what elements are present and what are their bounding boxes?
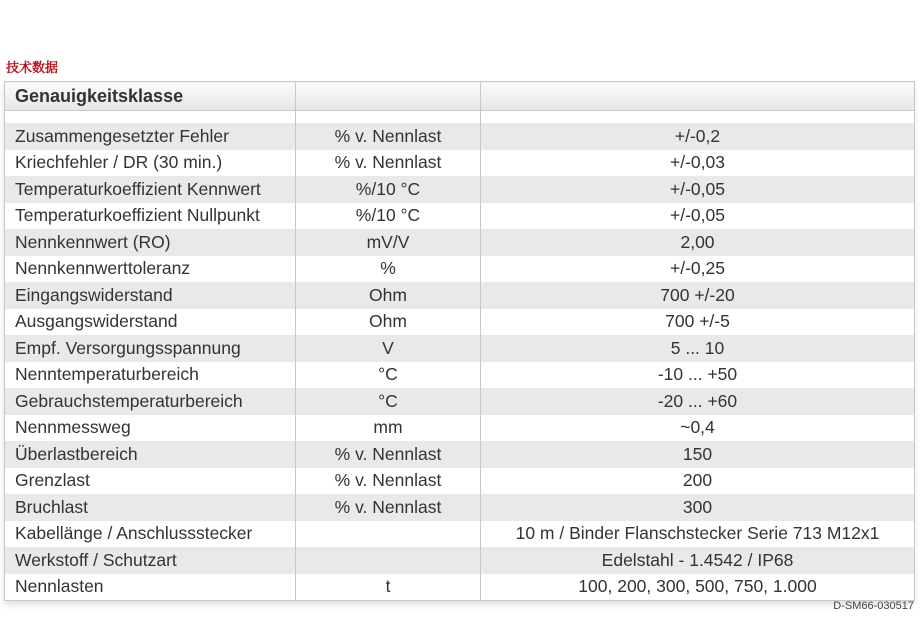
unit-cell: V xyxy=(296,335,481,362)
unit-cell: Ohm xyxy=(296,282,481,309)
param-cell: Bruchlast xyxy=(5,494,296,521)
spec-table xyxy=(4,81,915,601)
table-row xyxy=(5,521,915,548)
unit-cell: % v. Nennlast xyxy=(296,441,481,468)
value-cell: -20 ... +60 xyxy=(481,388,915,415)
table-row xyxy=(5,494,915,521)
header-unit xyxy=(296,82,481,111)
value-cell: +/-0,25 xyxy=(481,256,915,283)
param-cell: Temperaturkoeffizient Kennwert xyxy=(5,176,296,203)
param-cell: Temperaturkoeffizient Nullpunkt xyxy=(5,203,296,230)
value-cell: Edelstahl - 1.4542 / IP68 xyxy=(481,547,915,574)
table-header-row xyxy=(5,82,915,111)
unit-cell: Ohm xyxy=(296,309,481,336)
header-value xyxy=(481,82,915,111)
table-row xyxy=(5,282,915,309)
table-row xyxy=(5,203,915,230)
unit-cell: %/10 °C xyxy=(296,176,481,203)
param-cell: Kabellänge / Anschlussstecker xyxy=(5,521,296,548)
unit-cell: % xyxy=(296,256,481,283)
table-row xyxy=(5,176,915,203)
document-code: D-SM66-030517 xyxy=(833,600,914,612)
table-row xyxy=(5,309,915,336)
value-cell: 5 ... 10 xyxy=(481,335,915,362)
unit-cell: %/10 °C xyxy=(296,203,481,230)
table-row xyxy=(5,415,915,442)
param-cell: Nennmessweg xyxy=(5,415,296,442)
value-cell: +/-0,03 xyxy=(481,150,915,177)
param-cell: Nennkennwert (RO) xyxy=(5,229,296,256)
param-cell: Nennkennwerttoleranz xyxy=(5,256,296,283)
table-row xyxy=(5,335,915,362)
table-row xyxy=(5,547,915,574)
value-cell: -10 ... +50 xyxy=(481,362,915,389)
value-cell: 700 +/-5 xyxy=(481,309,915,336)
value-cell: 700 +/-20 xyxy=(481,282,915,309)
table-row xyxy=(5,441,915,468)
param-cell: Zusammengesetzter Fehler xyxy=(5,123,296,150)
value-cell: ~0,4 xyxy=(481,415,915,442)
value-cell: 2,00 xyxy=(481,229,915,256)
table-row xyxy=(5,123,915,150)
unit-cell: % v. Nennlast xyxy=(296,150,481,177)
param-cell: Überlastbereich xyxy=(5,441,296,468)
unit-cell: t xyxy=(296,574,481,601)
param-cell: Eingangswiderstand xyxy=(5,282,296,309)
param-cell: Grenzlast xyxy=(5,468,296,495)
unit-cell: % v. Nennlast xyxy=(296,123,481,150)
value-cell: 150 xyxy=(481,441,915,468)
value-cell: +/-0,05 xyxy=(481,203,915,230)
param-cell: Empf. Versorgungsspannung xyxy=(5,335,296,362)
table-row xyxy=(5,362,915,389)
value-cell: +/-0,05 xyxy=(481,176,915,203)
unit-cell: °C xyxy=(296,388,481,415)
table-row xyxy=(5,229,915,256)
param-cell: Werkstoff / Schutzart xyxy=(5,547,296,574)
param-cell: Nennlasten xyxy=(5,574,296,601)
param-cell: Gebrauchstemperaturbereich xyxy=(5,388,296,415)
value-cell: 300 xyxy=(481,494,915,521)
table-row xyxy=(5,388,915,415)
table-row xyxy=(5,468,915,495)
table-row xyxy=(5,256,915,283)
section-title: 技术数据 xyxy=(6,61,59,76)
header-accuracy-class: Genauigkeitsklasse xyxy=(5,82,296,111)
unit-cell: °C xyxy=(296,362,481,389)
header-spacer-row xyxy=(5,111,915,124)
param-cell: Nenntemperaturbereich xyxy=(5,362,296,389)
unit-cell: % v. Nennlast xyxy=(296,494,481,521)
spec-table-container xyxy=(4,81,914,601)
unit-cell xyxy=(296,521,481,548)
param-cell: Ausgangswiderstand xyxy=(5,309,296,336)
param-cell: Kriechfehler / DR (30 min.) xyxy=(5,150,296,177)
table-row xyxy=(5,150,915,177)
value-cell: 200 xyxy=(481,468,915,495)
value-cell: +/-0,2 xyxy=(481,123,915,150)
value-cell: 100, 200, 300, 500, 750, 1.000 xyxy=(481,574,915,601)
unit-cell: mm xyxy=(296,415,481,442)
unit-cell: mV/V xyxy=(296,229,481,256)
table-row xyxy=(5,574,915,601)
unit-cell: % v. Nennlast xyxy=(296,468,481,495)
value-cell: 10 m / Binder Flanschstecker Serie 713 M12x1 xyxy=(481,521,915,548)
unit-cell xyxy=(296,547,481,574)
